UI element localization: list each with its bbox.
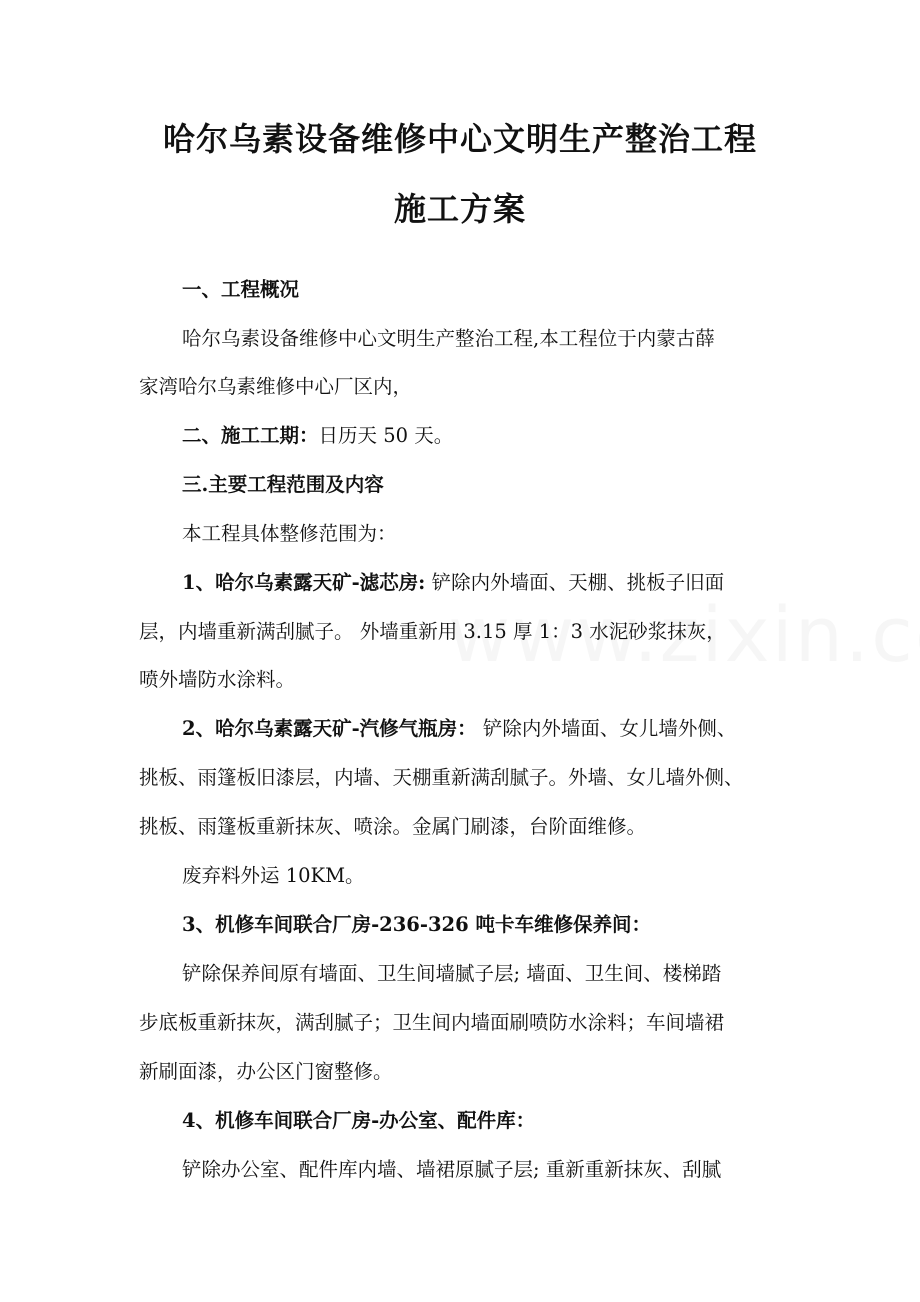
item1-line1 — [182, 573, 724, 593]
section1-paragraph-line2: 家湾哈尔乌素维修中心厂区内， — [139, 375, 413, 398]
item1-line3: 喷外墙防水涂料。 — [139, 668, 296, 691]
section2-line — [182, 426, 453, 446]
waste-line: 废弃料外运 10KM。 — [182, 864, 365, 887]
document-title-line2: 施工方案 — [393, 190, 526, 228]
section2-text: 日历天 50 天。 — [318, 424, 454, 447]
item2-line1 — [182, 719, 736, 739]
item4-heading: 4、机修车间联合厂房-办公室、配件库： — [182, 1109, 536, 1132]
item2-label: 2、哈尔乌素露天矿-汽修气瓶房： — [182, 717, 477, 740]
item3-line2: 步底板重新抹灰，满刮腻子；卫生间内墙面刷喷防水涂料；车间墙裙 — [139, 1011, 725, 1034]
item3-heading: 3、机修车间联合厂房-236-326 吨卡车维修保养间： — [182, 913, 651, 936]
section1-paragraph-line1: 哈尔乌素设备维修中心文明生产整治工程,本工程位于内蒙古薛 — [182, 327, 715, 350]
section2-heading: 二、施工工期： — [182, 424, 319, 447]
item4-line1: 铲除办公室、配件库内墙、墙裙原腻子层; 重新重新抹灰、刮腻 — [182, 1158, 722, 1181]
item2-line2: 挑板、雨篷板旧漆层，内墙、天棚重新满刮腻子。外墙、女儿墙外侧、 — [139, 766, 744, 789]
item2-line3: 挑板、雨篷板重新抹灰、喷涂。金属门刷漆，台阶面维修。 — [139, 815, 647, 838]
item3-line1: 铲除保养间原有墙面、卫生间墙腻子层; 墙面、卫生间、楼梯踏 — [182, 962, 722, 985]
item2-text-line1: 铲除内外墙面、女儿墙外侧、 — [476, 717, 737, 740]
section1-heading: 一、工程概况 — [182, 278, 300, 301]
document-title-line1: 哈尔乌素设备维修中心文明生产整治工程 — [162, 120, 757, 158]
item1-line2: 层，内墙重新满刮腻子。 外墙重新用 3.15 厚 1：3 水泥砂浆抹灰， — [139, 620, 726, 643]
item1-label: 1、哈尔乌素露天矿-滤芯房: — [182, 571, 426, 594]
item1-text-line1: 铲除内外墙面、天棚、挑板子旧面 — [425, 571, 725, 594]
item3-line3: 新刷面漆，办公区门窗整修。 — [139, 1060, 393, 1083]
section3-heading: 三.主要工程范围及内容 — [182, 473, 384, 496]
scope-intro: 本工程具体整修范围为： — [182, 522, 397, 545]
